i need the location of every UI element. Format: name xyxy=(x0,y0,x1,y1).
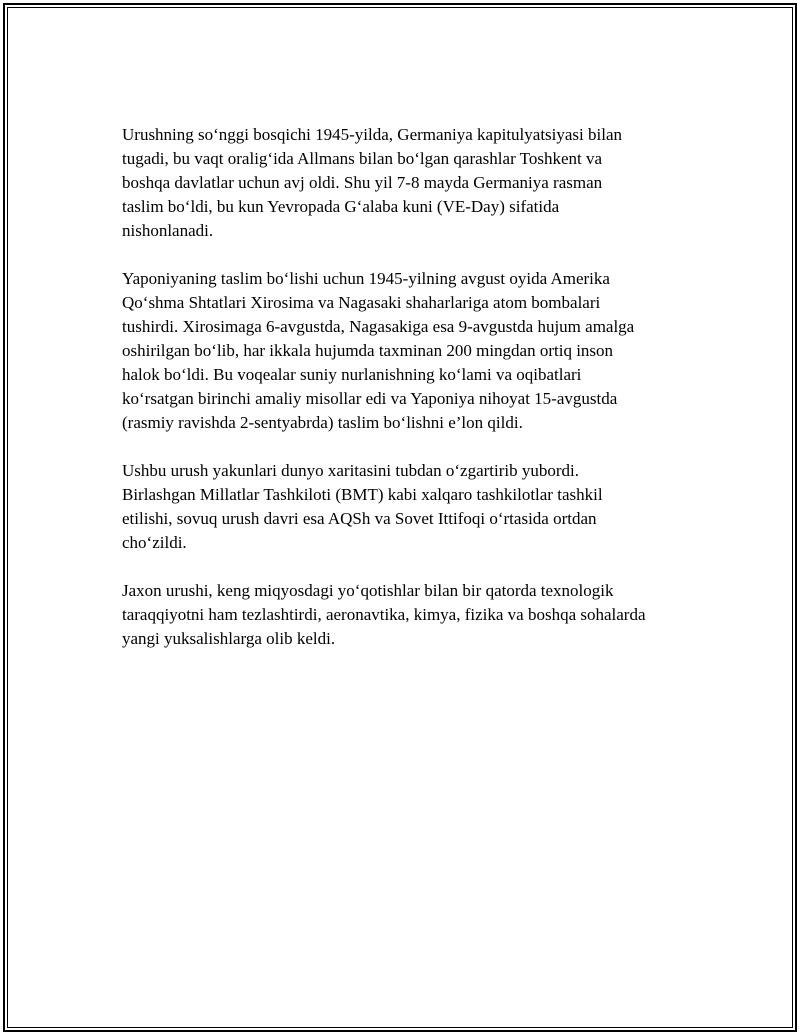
document-body xyxy=(122,123,702,675)
paragraph-1: Urushning so‘nggi bosqichi 1945-yilda, Germaniya kapitulyatsiyasi bilan tugadi, bu vaqt oralig‘ida Allmans bilan bo‘lgan qarashlar Toshkent va boshqa davlatlar uchun avj oldi. Shu yil 7-8 mayda Germaniya rasman taslim bo‘ldi, bu kun Yevropada G‘alaba kuni (VE-Day) sifatida nishonlanadi. xyxy=(122,125,623,240)
paragraph-2: Yaponiyaning taslim bo‘lishi uchun 1945-yilning avgust oyida Amerika Qo‘shma Shtatlari Xirosima va Nagasaki shaharlariga atom bombalari tushirdi. Xirosimaga 6-avgustda, Nagasakiga esa 9-avgustda hujum amalga oshirilgan bo‘lib, har ikkala hujumda taxminan 200 mingdan ortiq inson halok bo‘ldi. Bu voqealar suniy nurlanishning ko‘lami va oqibatlari ko‘rsatgan birinchi amaliy misollar edi va Yaponiya nihoyat 15-avgustda (rasmiy ravishda 2-sentyabrda) taslim bo‘lishni e’lon qildi. xyxy=(122,269,635,432)
paragraph-3: Ushbu urush yakunlari dunyo xaritasini tubdan o‘zgartirib yubordi. Birlashgan Millatlar Tashkiloti (BMT) kabi xalqaro tashkilotlar tashkil etilishi, sovuq urush davri esa AQSh va Sovet Ittifoqi o‘rtasida ortdan cho‘zildi. xyxy=(122,461,603,552)
paragraph-4: Jaxon urushi, keng miqyosdagi yo‘qotishlar bilan bir qatorda texnologik taraqqiyotni ham tezlashtirdi, aeronavtika, kimya, fizika va boshqa sohalarda yangi yuksalishlarga olib keldi. xyxy=(122,581,646,648)
document-page xyxy=(3,3,797,1032)
